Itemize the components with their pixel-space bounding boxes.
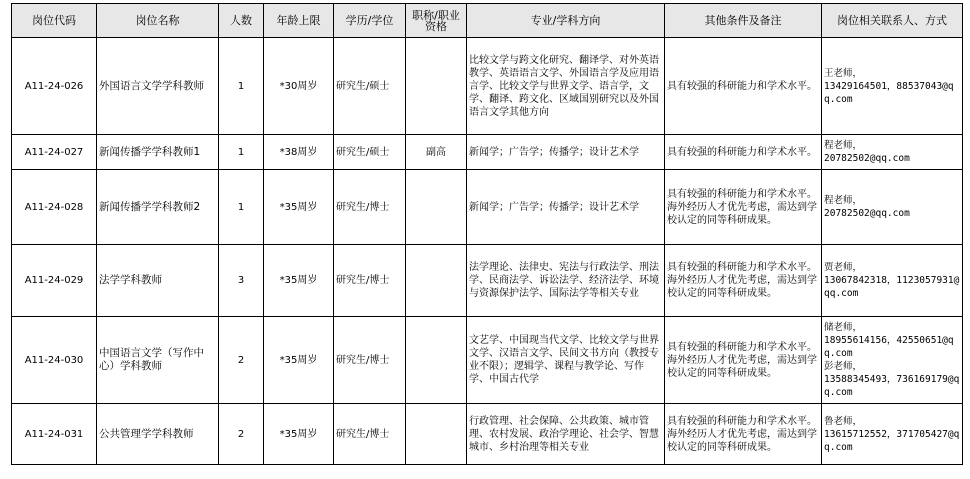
contact [822,317,963,404]
education: 研究生/博士 [334,245,406,317]
job-title: 新闻传播学学科教师1 [97,135,219,170]
education: 研究生/博士 [334,317,406,404]
header-edu: 学历/学位 [334,4,406,38]
header-code: 岗位代码 [12,4,97,38]
header-qualification: 职称/职业资格 [406,4,467,38]
education: 研究生/硕士 [334,135,406,170]
job-count: 2 [219,404,264,465]
contact-name: 王老师， [824,67,863,79]
table-row [12,404,963,465]
header-row [12,4,963,38]
other-conditions: 具有较强的科研能力和学术水平。海外经历人才优先考虑，需达到学校认定的同等科研成果。 [665,404,822,465]
job-code: A11-24-028 [12,170,97,245]
contact-name: 贾老师， [824,262,863,273]
major: 行政管理、社会保障、公共政策、城市管理、农村发展、政治学理论、社会学、智慧城市、乡村治理等相关专业 [467,404,665,465]
contact-name: 储老师， [824,322,863,333]
contact-info: 13588345493，736169179@qq.com [824,374,960,398]
header-count: 人数 [219,4,264,38]
other-conditions: 具有较强的科研能力和学术水平。海外经历人才优先考虑，需达到学校认定的同等科研成果。 [665,170,822,245]
age-limit: *38周岁 [264,135,334,170]
table-row [12,135,963,170]
job-count: 2 [219,317,264,404]
job-title: 中国语言文学（写作中心）学科教师 [97,317,219,404]
contact [822,38,963,135]
other-conditions: 具有较强的科研能力和学术水平。海外经历人才优先考虑，需达到学校认定的同等科研成果。 [665,317,822,404]
contact [822,404,963,465]
age-limit: *35周岁 [264,404,334,465]
job-count: 1 [219,38,264,135]
job-count: 1 [219,170,264,245]
contact [822,170,963,245]
header-age: 年龄上限 [264,4,334,38]
job-code: A11-24-029 [12,245,97,317]
contact-name: 彭老师， [824,361,863,372]
contact-info: 20782502@qq.com [824,208,910,219]
job-count: 3 [219,245,264,317]
header-contact: 岗位相关联系人、方式 [822,4,963,38]
header-other: 其他条件及备注 [665,4,822,38]
job-code: A11-24-027 [12,135,97,170]
contact-name: 程老师， [824,195,863,206]
job-title: 外国语言文学学科教师 [97,38,219,135]
age-limit: *35周岁 [264,170,334,245]
contact [822,245,963,317]
major: 文艺学、中国现当代文学、比较文学与世界文学、汉语言文学、民间文书方向（教授专业不限）；逻辑学、课程与教学论、写作学、中国古代学 [467,317,665,404]
job-code: A11-24-031 [12,404,97,465]
qualification: 副高 [406,135,467,170]
age-limit: *35周岁 [264,245,334,317]
qualification [406,170,467,245]
contact-name: 程老师， [824,140,863,151]
table-row [12,170,963,245]
table-row [12,317,963,404]
job-code: A11-24-030 [12,317,97,404]
qualification [406,38,467,135]
header-major: 专业/学科方向 [467,4,665,38]
other-conditions: 具有较强的科研能力和学术水平。 [665,135,822,170]
major: 新闻学；广告学；传播学；设计艺术学 [467,135,665,170]
header-name: 岗位名称 [97,4,219,38]
recruitment-table [11,3,963,465]
education: 研究生/博士 [334,404,406,465]
contact [822,135,963,170]
contact-info: 13615712552，371705427@qq.com [824,428,960,453]
education: 研究生/硕士 [334,38,406,135]
education: 研究生/博士 [334,170,406,245]
age-limit: *30周岁 [264,38,334,135]
job-title: 新闻传播学学科教师2 [97,170,219,245]
table-row [12,245,963,317]
qualification [406,404,467,465]
job-code: A11-24-026 [12,38,97,135]
other-conditions: 具有较强的科研能力和学术水平。海外经历人才优先考虑，需达到学校认定的同等科研成果。 [665,245,822,317]
other-conditions: 具有较强的科研能力和学术水平。 [665,38,822,135]
age-limit: *35周岁 [264,317,334,404]
contact-info: 20782502@qq.com [824,153,910,164]
major: 新闻学；广告学；传播学；设计艺术学 [467,170,665,245]
job-title: 公共管理学学科教师 [97,404,219,465]
contact-info: 13067842318，1123057931@qq.com [824,275,960,299]
major: 法学理论、法律史、宪法与行政法学、刑法学、民商法学、诉讼法学、经济法学、环境与资源保护法学、国际法学等相关专业 [467,245,665,317]
major: 比较文学与跨文化研究、翻译学、对外英语教学、英语语言文学、外国语言学及应用语言学、比较文学与世界文学、语言学，文学、翻译、跨文化、区域国别研究以及外国语言文学其他方向 [467,38,665,135]
job-count: 1 [219,135,264,170]
qualification [406,245,467,317]
qualification [406,317,467,404]
job-title: 法学学科教师 [97,245,219,317]
contact-info: 13429164501，88537043@qq.com [824,80,954,105]
contact-info: 18955614156，42550651@qq.com [824,335,954,359]
contact-name: 鲁老师， [824,415,863,427]
table-row [12,38,963,135]
